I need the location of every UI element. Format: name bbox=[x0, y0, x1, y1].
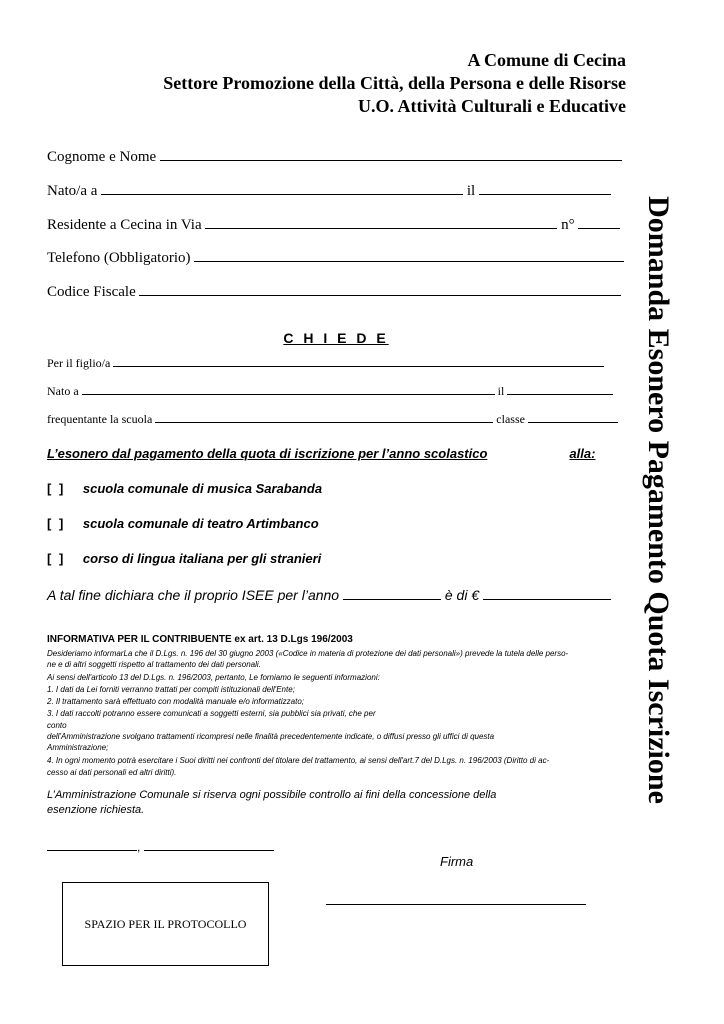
label-residente: Residente a Cecina in Via bbox=[47, 217, 202, 233]
field-telefono[interactable] bbox=[47, 249, 624, 267]
input-line-luogo[interactable] bbox=[47, 838, 137, 851]
input-line-anno[interactable] bbox=[487, 446, 569, 461]
esonero-text: L’esonero dal pagamento della quota di iscrizione per l’anno scolastico bbox=[47, 446, 488, 461]
informativa-line: conto bbox=[47, 721, 67, 730]
header-line-1: A Comune di Cecina bbox=[467, 50, 626, 70]
label-scuola: frequentante la scuola bbox=[47, 412, 153, 426]
label-classe: classe bbox=[496, 412, 525, 426]
input-line-figlio[interactable] bbox=[113, 356, 604, 367]
isee-line[interactable] bbox=[47, 587, 611, 603]
field-child-nato[interactable] bbox=[47, 384, 613, 399]
input-line-child-nato[interactable] bbox=[82, 384, 495, 395]
date-separator: , bbox=[137, 840, 141, 854]
chiede-heading: C H I E D E bbox=[283, 330, 389, 346]
informativa-line: cesso ai dati personali ed altri diritti). bbox=[47, 768, 177, 777]
option-label-artimbanco: scuola comunale di teatro Artimbanco bbox=[82, 516, 319, 531]
input-line-nato[interactable] bbox=[101, 182, 463, 195]
label-cognome: Cognome e Nome bbox=[47, 149, 157, 165]
label-nato: Nato/a a bbox=[47, 183, 98, 199]
input-line-via[interactable] bbox=[205, 216, 557, 229]
option-label-lingua-italiana: corso di lingua italiana per gli stranieri bbox=[82, 551, 322, 566]
protocollo-box bbox=[62, 882, 269, 966]
informativa-line: 2. Il trattamento sarà effettuato con modalità manuale e/o informatizzato; bbox=[47, 697, 305, 706]
informativa-title: INFORMATIVA PER IL CONTRIBUENTE ex art. 13 D.Lgs 196/2003 bbox=[47, 634, 353, 645]
input-line-isee-valore[interactable] bbox=[483, 587, 611, 600]
input-line-codice-fiscale[interactable] bbox=[139, 283, 621, 296]
informativa-line: 4. In ogni momento potrà esercitare i Suoi diritti nei confronti del titolare del trattamento, ai sensi dell'art.7 del D.Lgs. n. 196/2003 (Diritto di ac- bbox=[47, 756, 550, 765]
input-line-telefono[interactable] bbox=[194, 249, 624, 262]
isee-prefix: A tal fine dichiara che il proprio ISEE per l’anno bbox=[47, 587, 340, 603]
label-figlio: Per il figlio/a bbox=[47, 356, 111, 370]
option-label-sarabanda: scuola comunale di musica Sarabanda bbox=[82, 481, 323, 496]
field-figlio[interactable] bbox=[47, 356, 604, 371]
label-codice-fiscale: Codice Fiscale bbox=[47, 284, 136, 300]
informativa-line: Amministrazione; bbox=[47, 743, 109, 752]
input-line-il[interactable] bbox=[479, 182, 611, 195]
input-line-numero[interactable] bbox=[578, 216, 620, 229]
informativa-line: dell'Amministrazione svolgano trattamenti ricompresi nelle finalità precedentemente indicate, o diffusi presso gli uffici di questa bbox=[47, 732, 495, 741]
label-telefono: Telefono (Obbligatorio) bbox=[47, 250, 191, 266]
input-line-data[interactable] bbox=[144, 838, 274, 851]
label-numero: n° bbox=[561, 217, 575, 233]
informativa-line: Ai sensi dell'articolo 13 del D.Lgs. n. 196/2003, pertanto, Le forniamo le seguenti informazioni: bbox=[47, 673, 380, 682]
checkbox-artimbanco[interactable]: [ ] bbox=[47, 516, 66, 531]
informativa-line: ne e di altri soggetti rispetto al trattamento dei dati personali. bbox=[47, 660, 261, 669]
header-line-2: Settore Promozione della Città, della Persona e delle Risorse bbox=[163, 73, 626, 93]
header-line-3: U.O. Attività Culturali e Educative bbox=[358, 96, 626, 116]
firma-label: Firma bbox=[440, 854, 474, 869]
input-line-isee-anno[interactable] bbox=[343, 587, 441, 600]
controllo-line-1: L’Amministrazione Comunale si riserva ogni possibile controllo ai fini della concessione della bbox=[47, 789, 497, 801]
luogo-data-field[interactable] bbox=[47, 838, 274, 854]
firma-line[interactable] bbox=[326, 904, 586, 905]
field-residente[interactable] bbox=[47, 216, 620, 234]
label-child-il: il bbox=[497, 384, 505, 398]
field-cognome[interactable] bbox=[47, 148, 622, 166]
label-child-nato: Nato a bbox=[47, 384, 79, 398]
input-line-scuola[interactable] bbox=[155, 412, 493, 423]
field-nato[interactable] bbox=[47, 182, 611, 200]
controllo-line-2: esenzione richiesta. bbox=[47, 804, 145, 816]
informativa-line: 1. I dati da Lei forniti verranno trattati per compiti istituzionali dell'Ente; bbox=[47, 685, 295, 694]
input-line-classe[interactable] bbox=[528, 412, 618, 423]
field-codice-fiscale[interactable] bbox=[47, 283, 621, 301]
isee-middle: è di € bbox=[444, 587, 480, 603]
checkbox-sarabanda[interactable]: [ ] bbox=[47, 481, 66, 496]
input-line-cognome[interactable] bbox=[160, 148, 622, 161]
option-sarabanda[interactable] bbox=[47, 481, 322, 496]
label-il: il bbox=[466, 183, 476, 199]
protocollo-label: SPAZIO PER IL PROTOCOLLO bbox=[84, 916, 247, 931]
informativa-line: 3. I dati raccolti potranno essere comunicati a soggetti esterni, sia pubblici sia privati, che per bbox=[47, 709, 376, 718]
option-lingua-italiana[interactable] bbox=[47, 551, 321, 566]
esonero-suffix: alla: bbox=[569, 446, 596, 461]
side-title: Domanda Esonero Pagamento Quota Iscrizione bbox=[642, 196, 675, 804]
informativa-line: Desideriamo informarLa che il D.Lgs. n. 196 del 30 giugno 2003 («Codice in materia di protezione dei dati personali») prevede la tutela delle perso- bbox=[47, 649, 569, 658]
checkbox-lingua-italiana[interactable]: [ ] bbox=[47, 551, 66, 566]
field-scuola[interactable] bbox=[47, 412, 618, 427]
esonero-line[interactable] bbox=[47, 446, 595, 461]
input-line-child-il[interactable] bbox=[507, 384, 613, 395]
option-artimbanco[interactable] bbox=[47, 516, 319, 531]
